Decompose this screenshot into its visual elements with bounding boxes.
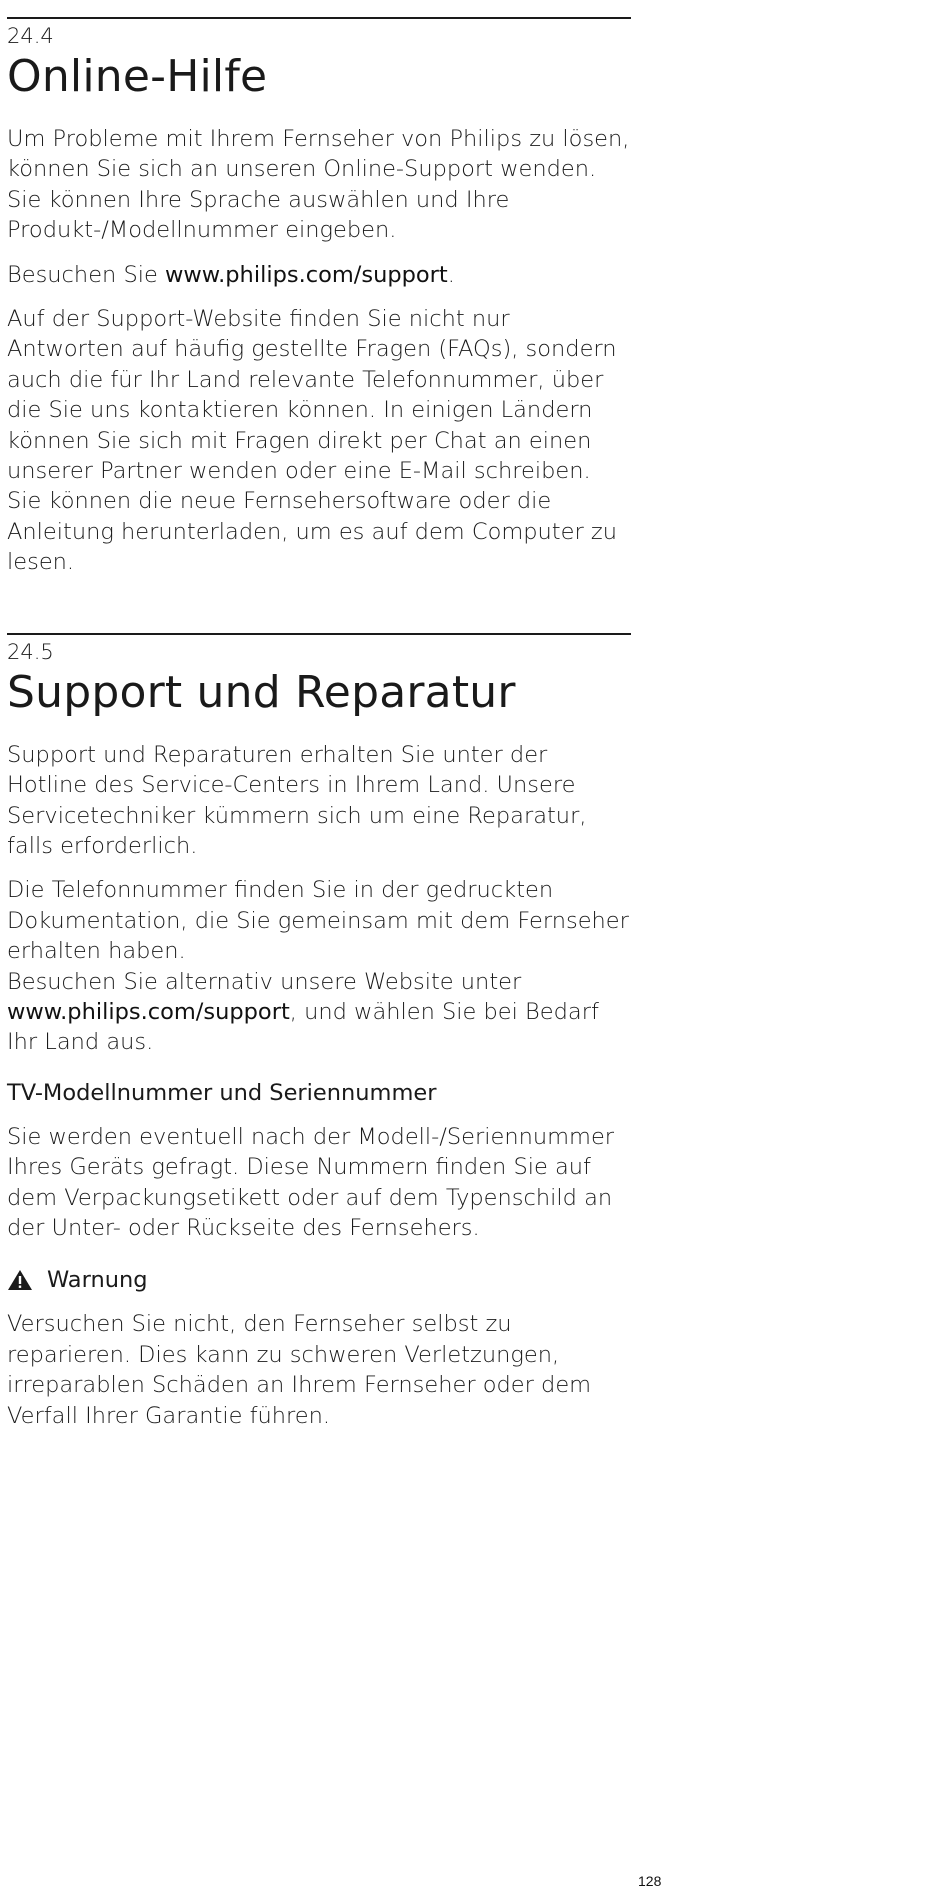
subheading-model-serial: TV-Modellnummer und Seriennummer	[7, 1079, 437, 1106]
section-number: 24.4	[7, 24, 54, 48]
website-prefix: Besuchen Sie alternativ unsere Website unter	[7, 968, 536, 995]
paragraph-model-serial: Sie werden eventuell nach der Modell-/Seriennummer Ihres Geräts gefragt. Diese Nummern finden Sie auf dem Verpackungsetikett oder auf dem Typenschild an der Unter- oder Rückseite des Fernsehers.	[7, 1123, 615, 1241]
warning-label: Warnung	[47, 1267, 148, 1294]
section-divider	[7, 633, 631, 635]
website-suffix: , und wählen Sie bei Bedarf Ihr Land aus.	[7, 998, 599, 1056]
section-divider	[7, 17, 631, 19]
paragraph-repair-intro: Support und Reparaturen erhalten Sie unter der Hotline des Service-Centers in Ihrem Land. Unsere Servicetechniker kümmern sich um eine Reparatur, falls erforderlich.	[7, 741, 587, 859]
section-number: 24.5	[7, 639, 54, 664]
warning-triangle-icon	[7, 1269, 33, 1291]
paragraph-phone: Die Telefonnummer finden Sie in der gedruckten Dokumentation, die Sie gemeinsam mit dem Fernseher erhalten haben.	[7, 877, 629, 965]
paragraph-warning: Versuchen Sie nicht, den Fernseher selbst zu reparieren. Dies kann zu schweren Verletzungen, irreparablen Schäden an Ihrem Fernseher oder dem Verfall Ihrer Garantie führen.	[7, 1311, 592, 1429]
support-link[interactable]: www.philips.com/support	[7, 998, 290, 1025]
warning-heading	[7, 1265, 631, 1295]
section-support-repair	[7, 633, 631, 1431]
support-link[interactable]: www.philips.com/support	[164, 261, 448, 288]
visit-prefix: Besuchen Sie	[7, 261, 165, 288]
section-title: Support und Reparatur	[7, 666, 516, 718]
paragraph-visit	[7, 260, 631, 290]
page-number: 128	[638, 1873, 662, 1889]
paragraph-website	[7, 967, 631, 1058]
visit-suffix: .	[447, 261, 455, 288]
section-online-help	[7, 0, 631, 578]
paragraph-support-site: Auf der Support-Website finden Sie nicht nur Antworten auf häufig gestellte Fragen (FAQs), sondern auch die für Ihr Land relevante Telefonnummer, über die Sie uns kontaktieren können. In einigen Ländern können Sie sich mit Fragen direkt per Chat an einen unserer Partner wenden oder eine E-Mail schreiben.	[7, 306, 617, 485]
paragraph-software: Sie können die neue Fernsehersoftware oder die Anleitung herunterladen, um es auf dem Computer zu lesen.	[7, 488, 617, 576]
section-title: Online-Hilfe	[7, 51, 268, 102]
document-page	[7, 0, 631, 1431]
paragraph-intro: Um Probleme mit Ihrem Fernseher von Philips zu lösen, können Sie sich an unseren Online-Support wenden. Sie können Ihre Sprache auswählen und Ihre Produkt-/Modellnummer eingeben.	[7, 126, 630, 244]
